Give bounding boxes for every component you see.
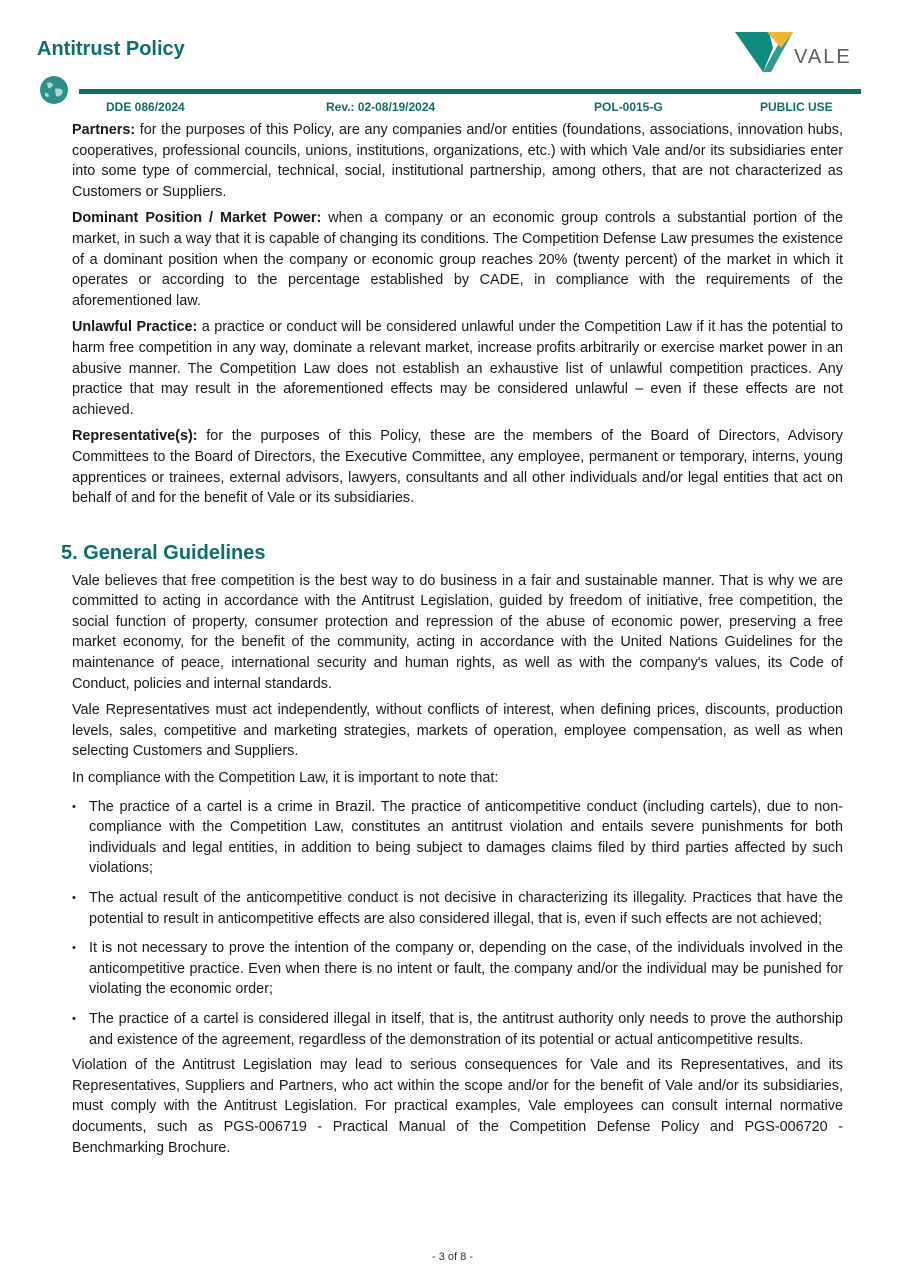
list-item: • It is not necessary to prove the intention of the company or, depending on the case, of the individuals involved in the anticompetitive practice. Even when there is no intent or fault, the company and/or the individual may be punished for violating the economic order; [72,938,843,1000]
definition-text: when a company or an economic group controls a substantial portion of the market, in such a way that it is capable of changing its conditions. The Competition Defense Law presumes the existence of a dominant position when the company or economic group reaches 20% (twenty percent) of the market in which it operates or according to the percentage established by CADE, in compliance with the requirements of the aforementioned law. [72,210,843,309]
definition-text: for the purposes of this Policy, are any companies and/or entities (foundations, associations, innovation hubs, cooperatives, professional councils, unions, institutions, organizations, etc.) with which Vale and/or its subsidiaries enter into some type of commercial, technical, social, institutional partnership, among others, that are not characterized as Customers or Suppliers. [72,122,843,200]
definition-term: Dominant Position / Market Power: [72,210,322,227]
bullet-list [72,797,843,1051]
doc-code: DDE 086/2024 [106,100,185,114]
page-content [61,120,843,1164]
revision: Rev.: 02-08/19/2024 [326,100,436,114]
definition-partners [72,120,843,202]
list-item: • The actual result of the anticompetitive conduct is not decisive in characterizing its illegality. Practices that have the potential to result in anticompetitive effects are also considered illegal, that is, even if such effects are not achieved; [72,888,843,929]
page-number: - 3 of 8 - [432,1251,473,1263]
paragraph: Vale believes that free competition is the best way to do business in a fair and sustainable manner. That is why we are committed to acting in accordance with the Antitrust Legislation, guided by freedom of initiative, free competition, the social function of property, consumer protection and repression of the abuse of economic power, preserving a free market economy, for the benefit of the community, acting in accordance with the United Nations Guidelines for the maintenance of peace, international security and human rights, as well as with the company's values, its Code of Conduct, policies and internal standards. [72,572,843,692]
paragraph: In compliance with the Competition Law, it is important to note that: [72,770,499,787]
header-rule [79,89,861,94]
classification: PUBLIC USE [760,100,833,114]
definition-text: a practice or conduct will be considered unlawful under the Competition Law if it has the potential to harm free competition in any way, dominate a relevant market, increase profits arbitrarily or exercise market power in an abusive manner. The Competition Law does not establish an exhaustive list of unlawful competition practices. Any practice that may result in the aforementioned effects may be considered unlawful – even if these effects are not achieved. [72,319,843,418]
definition-unlawful-practice [72,317,843,420]
definition-term: Representative(s): [72,428,198,445]
definition-term: Partners: [72,122,136,138]
list-item: • The practice of a cartel is a crime in Brazil. The practice of anticompetitive conduct (including cartels), due to non-compliance with the Competition Law, constitutes an antitrust violation and entails severe punishments for both individuals and legal entities, in addition to being subject to damages claims filed by third parties affected by such violations; [72,797,843,879]
logo-text: VALE [794,46,852,68]
section-heading: 5. General Guidelines [61,541,266,564]
definition-text: for the purposes of this Policy, these are the members of the Board of Directors, Advisory Committees to the Board of Directors, the Executive Committee, any employee, permanent or temporary, interns, young apprentices or trainees, external advisors, lawyers, consultants and all other individuals and/or legal entities that act on behalf of and for the benefit of Vale or its subsidiaries. [72,428,843,507]
definition-representatives [72,426,843,508]
list-item: • The practice of a cartel is considered illegal in itself, that is, the antitrust authority only needs to prove the authorship and existence of the agreement, regardless of the demonstration of its potential or actual anticompetitive results. [72,1009,843,1050]
document-title: Antitrust Policy [37,38,185,60]
policy-code: POL-0015-G [594,100,663,114]
globe-icon [39,75,69,105]
closing-paragraph: Violation of the Antitrust Legislation may lead to serious consequences for Vale and its Representatives, and its Representatives, Suppliers and Partners, who act within the scope and/or for the benefit of Vale and/or its subsidiaries, must comply with the Antitrust Legislation. For practical examples, Vale employees can consult internal normative documents, such as PGS-006719 - Practical Manual of the Competition Defense Policy and PGS-006720 - Benchmarking Brochure. [72,1057,843,1156]
definition-term: Unlawful Practice: [72,319,198,336]
paragraph: Vale Representatives must act independently, without conflicts of interest, when defining prices, discounts, production levels, sales, competitive and marketing strategies, markets of operation, employee compensation, as well as when selecting Customers and Suppliers. [72,702,843,760]
definition-dominant-position [72,208,843,311]
